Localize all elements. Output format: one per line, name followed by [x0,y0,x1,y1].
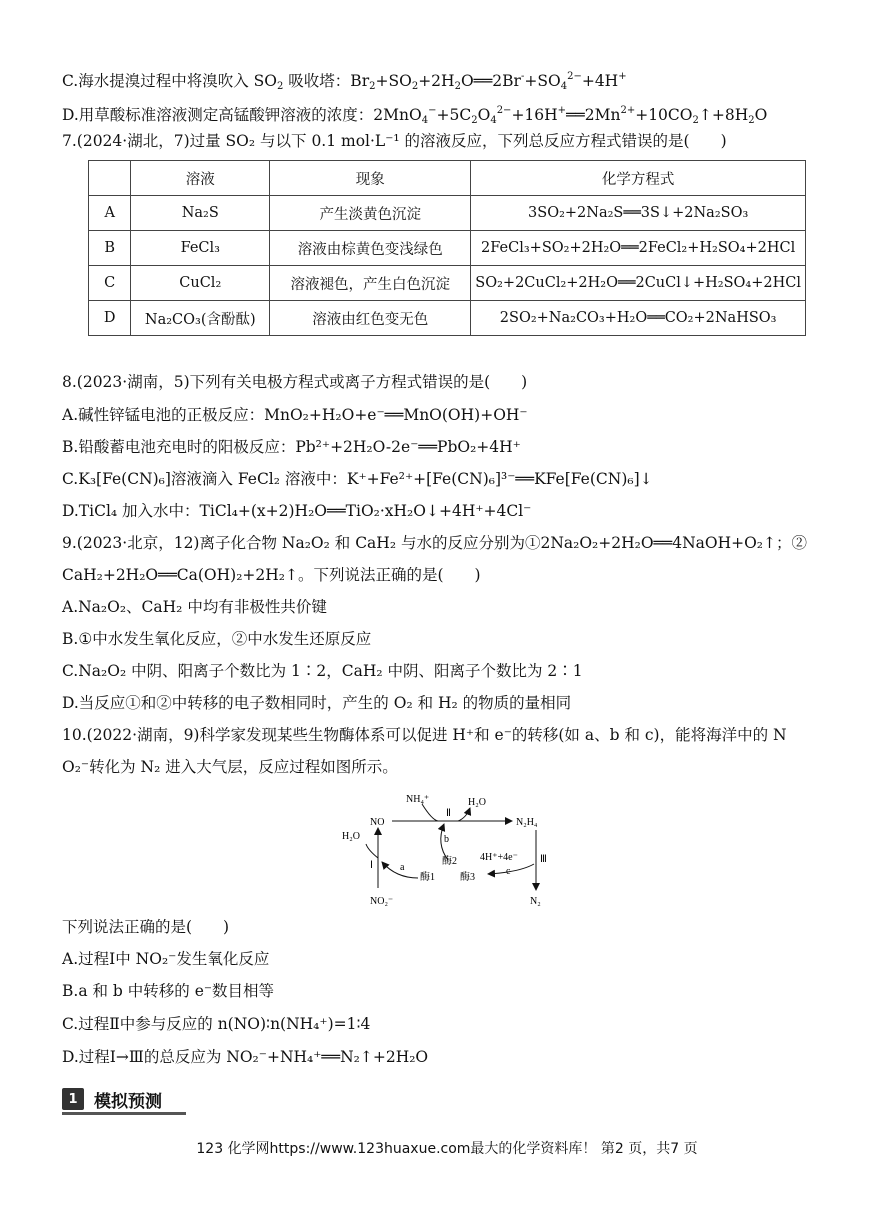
reaction-diagram [330,786,570,908]
table-cell: A [89,196,131,231]
h2o-left-label: H₂O [342,831,360,842]
roman-1-label: Ⅰ [370,860,373,871]
h2o-out-curve [458,808,470,821]
q10-stem-cont: O₂⁻转化为 N₂ 进入大气层，反应过程如图所示。 [62,758,398,776]
q9-stem-cont: CaH₂+2H₂O══Ca(OH)₂+2H₂↑。下列说法正确的是( ) [62,566,481,584]
h2o-left-curve [366,844,378,858]
table-cell: 2FeCl₃+SO₂+2H₂O══2FeCl₂+H₂SO₄+2HCl [471,231,806,266]
b-label: b [444,834,449,845]
table-cell: FeCl₃ [131,231,270,266]
table-row [89,301,806,336]
table-header [89,161,131,196]
table-cell: 溶液褪色，产生白色沉淀 [270,266,471,301]
q10-stem: 10.(2022·湖南，9)科学家发现某些生物酶体系可以促进 H⁺和 e⁻的转移(如 a、b 和 c)，能将海洋中的 N [62,726,787,744]
c-arrow [488,864,534,874]
table-cell: CuCl₂ [131,266,270,301]
table-row [89,231,806,266]
section-underline [62,1112,186,1115]
q10-option-a: A.过程Ⅰ中 NO₂⁻发生氧化反应 [62,950,270,968]
c-label: c [506,866,511,877]
q7-table [88,160,806,336]
q8-option-a: A.碱性锌锰电池的正极反应：MnO₂+H₂O+e⁻══MnO(OH)+OH⁻ [62,406,528,424]
h-e-label: 4H⁺+4e⁻ [480,852,518,863]
table-header: 溶液 [131,161,270,196]
q8-option-b: B.铅酸蓄电池充电时的阳极反应：Pb²⁺+2H₂O-2e⁻══PbO₂+4H⁺ [62,438,521,456]
table-cell: 溶液由红色变无色 [270,301,471,336]
n2h4-label: N₂H₄ [516,817,538,828]
q6-option-d: D.用草酸标准溶液测定高锰酸钾溶液的浓度：$2MnO_4^-+5C_2O_4^{2-}+16H^+══2Mn^{2+}+10CO_2↑+8H_2O$ [62,105,768,126]
no-label: NO [370,817,385,828]
q9-stem: 9.(2023·北京，12)离子化合物 Na₂O₂ 和 CaH₂ 与水的反应分别为①2Na₂O₂+2H₂O══4NaOH+O₂↑；② [62,534,807,552]
section-badge-icon: 1 [62,1088,84,1110]
q10-option-b: B.a 和 b 中转移的 e⁻数目相等 [62,982,275,1000]
q7-stem: 7.(2024·湖北，7)过量 SO₂ 与以下 0.1 mol·L⁻¹ 的溶液反应，下列总反应方程式错误的是( ) [62,132,727,150]
nh4-in-curve [422,804,438,821]
n2-label: N₂ [530,896,541,907]
no2-label: NO₂⁻ [370,896,394,907]
q8-stem: 8.(2023·湖南，5)下列有关电极方程式或离子方程式错误的是( ) [62,373,528,391]
q9-option-c: C.Na₂O₂ 中阴、阳离子个数比为 1∶2，CaH₂ 中阴、阳离子个数比为 2∶1 [62,662,583,680]
q10-option-c: C.过程Ⅱ中参与反应的 n(NO)∶n(NH₄⁺)=1∶4 [62,1015,371,1033]
table-cell: D [89,301,131,336]
q6-option-c: C.海水提溴过程中将溴吹入 $SO_2$ 吸收塔：$Br_2+SO_2+2H_2O══2Br^-+SO_4^{2-}+4H^+$ [62,71,627,92]
enzyme-1-label: 酶1 [420,872,435,883]
table-cell: 产生淡黄色沉淀 [270,196,471,231]
table-cell: Na₂S [131,196,270,231]
page-footer: 123 化学网https://www.123huaxue.com最大的化学资料库！ 第2 页，共7 页 [196,1141,698,1157]
nh4-label: NH₄⁺ [406,794,430,805]
roman-3-label: Ⅲ [540,854,547,865]
q9-option-d: D.当反应①和②中转移的电子数相同时，产生的 O₂ 和 H₂ 的物质的量相同 [62,694,572,712]
table-header: 化学方程式 [471,161,806,196]
q9-option-b: B.①中水发生氧化反应，②中水发生还原反应 [62,630,372,648]
section-title: 模拟预测 [94,1091,162,1112]
q8-option-c: C.K₃[Fe(CN)₆]溶液滴入 FeCl₂ 溶液中：K⁺+Fe²⁺+[Fe(CN)₆]³⁻══KFe[Fe(CN)₆]↓ [62,470,653,488]
q9-option-a: A.Na₂O₂、CaH₂ 中均有非极性共价键 [62,598,327,616]
enzyme-2-label: 酶2 [442,856,457,867]
table-cell: SO₂+2CuCl₂+2H₂O══2CuCl↓+H₂SO₄+2HCl [471,266,806,301]
table-cell: 溶液由棕黄色变浅绿色 [270,231,471,266]
roman-2-label: Ⅱ [446,808,451,819]
table-cell: 3SO₂+2Na₂S══3S↓+2Na₂SO₃ [471,196,806,231]
table-cell: 2SO₂+Na₂CO₃+H₂O══CO₂+2NaHSO₃ [471,301,806,336]
section-heading [62,1086,162,1112]
table-header-row [89,161,806,196]
q8-option-d: D.TiCl₄ 加入水中：TiCl₄+(x+2)H₂O══TiO₂·xH₂O↓+4H⁺+4Cl⁻ [62,502,532,520]
table-row [89,196,806,231]
a-label: a [400,862,405,873]
table-cell: C [89,266,131,301]
table-row [89,266,806,301]
table-header: 现象 [270,161,471,196]
q10-option-d: D.过程Ⅰ→Ⅲ的总反应为 NO₂⁻+NH₄⁺══N₂↑+2H₂O [62,1048,429,1066]
h2o-top-label: H₂O [468,797,486,808]
q10-ask: 下列说法正确的是( ) [62,918,230,936]
table-cell: Na₂CO₃(含酚酞) [131,301,270,336]
enzyme-3-label: 酶3 [460,872,475,883]
table-cell: B [89,231,131,266]
